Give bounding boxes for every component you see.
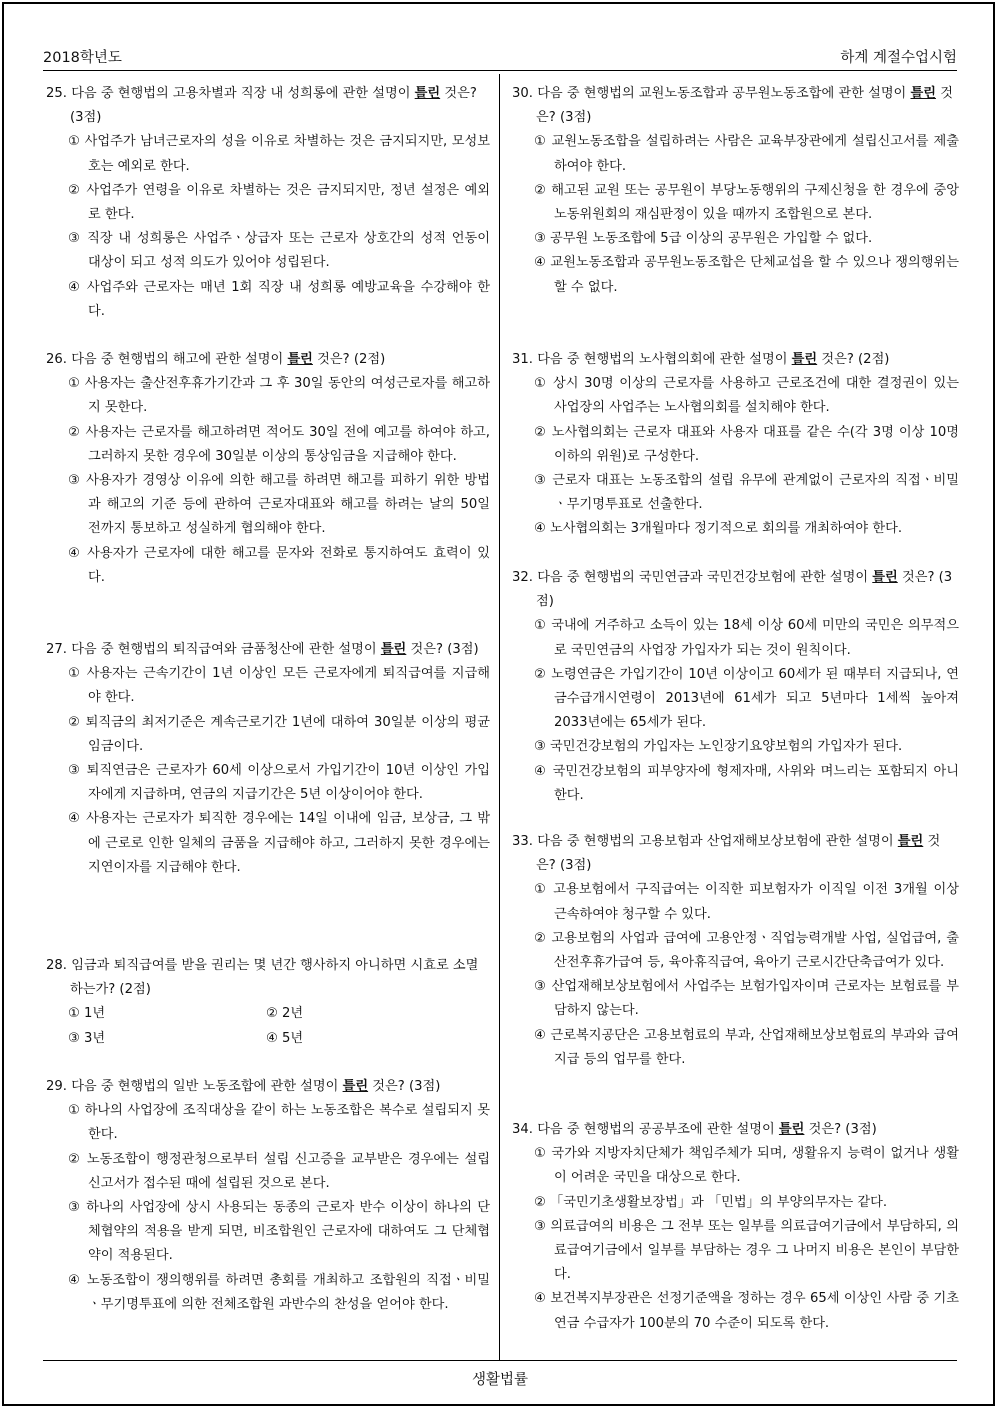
points: (3점) bbox=[447, 642, 479, 657]
question-stem: 26. 다음 중 현행법의 해고에 관한 설명이 틀린 것은? (2점) bbox=[46, 352, 386, 367]
footer-subject: 생활법률 bbox=[471, 1372, 529, 1388]
option-1: ① 1년 bbox=[68, 1006, 106, 1022]
question-stem: 28. 임금과 퇴직급여를 받을 권리는 몇 년간 행사하지 아니하면 시효로 소멸하는가? (2점) bbox=[46, 958, 479, 998]
option-2: ② 고용보험의 사업과 급여에 고용안정ㆍ직업능력개발 사업, 실업급여, 출산전후휴가급여 등, 육아휴직급여, 육아기 근로시간단축급여가 있다. bbox=[534, 930, 959, 971]
points: (3점) bbox=[559, 858, 592, 874]
option-4: ④ 사용자가 근로자에 대한 해고를 문자와 전화로 통지하여도 효력이 있다. bbox=[68, 545, 490, 585]
option-1: ① 사용자는 근속기간이 1년 이상인 모든 근로자에게 퇴직급여를 지급해야 한다. bbox=[68, 666, 490, 706]
question-32 bbox=[512, 566, 959, 808]
keyword-incorrect: 틀린 bbox=[287, 352, 313, 367]
points: (3점) bbox=[536, 570, 953, 610]
option-3: ③ 3년 bbox=[68, 1030, 106, 1046]
question-25 bbox=[46, 82, 490, 324]
option-4: ④ 5년 bbox=[266, 1030, 304, 1046]
option-1: ① 국내에 거주하고 소득이 있는 18세 이상 60세 미만의 국민은 의무적으로 국민연금의 사업장 가입자가 되는 것이 원칙이다. bbox=[534, 618, 959, 658]
option-3: ③ 직장 내 성희롱은 사업주ㆍ상급자 또는 근로자 상호간의 성적 언동이 대상이 되고 성적 의도가 있어야 성립된다. bbox=[68, 231, 490, 271]
option-1: ① 고용보험에서 구직급여는 이직한 피보험자가 이직일 이전 3개월 이상 근속하여야 청구할 수 있다. bbox=[534, 882, 959, 922]
page-header bbox=[43, 44, 957, 71]
option-1: ① 하나의 사업장에 조직대상을 같이 하는 노동조합은 복수로 설립되지 못한다. bbox=[68, 1103, 490, 1143]
option-1: ① 사업주가 남녀근로자의 성을 이유로 차별하는 것은 금지되지만, 모성보호는 예외로 한다. bbox=[68, 134, 490, 174]
option-3: ③ 의료급여의 비용은 그 전부 또는 일부를 의료급여기금에서 부담하되, 의료급여기금에서 일부를 부담하는 경우 그 나머지 비용은 본인이 부담한다. bbox=[534, 1218, 959, 1283]
question-stem: 30. 다음 중 현행법의 교원노동조합과 공무원노동조합에 관한 설명이 틀린 것은? (3점) bbox=[512, 86, 953, 126]
option-4: ④ 노사협의회는 3개월마다 정기적으로 회의를 개최하여야 한다. bbox=[534, 521, 903, 537]
question-30 bbox=[512, 82, 959, 300]
option-4: ④ 사업주와 근로자는 매년 1회 직장 내 성희롱 예방교육을 수강해야 한다. bbox=[68, 279, 490, 319]
option-4: ④ 노동조합이 쟁의행위를 하려면 총회를 개최하고 조합원의 직접ㆍ비밀ㆍ무기명투표에 의한 전체조합원 과반수의 찬성을 얻어야 한다. bbox=[68, 1272, 490, 1312]
option-3: ③ 공무원 노동조합에 5급 이상의 공무원은 가입할 수 없다. bbox=[534, 231, 873, 247]
keyword-incorrect: 틀린 bbox=[872, 570, 898, 585]
points: (3점) bbox=[559, 110, 592, 126]
question-stem: 25. 다음 중 현행법의 고용차별과 직장 내 성희롱에 관한 설명이 틀린 것은? (3점) bbox=[46, 86, 477, 126]
option-3: ③ 퇴직연금은 근로자가 60세 이상으로서 가입기간이 10년 이상인 가입자에게 지급하며, 연금의 지급기간은 5년 이상이어야 한다. bbox=[68, 763, 490, 803]
question-stem: 27. 다음 중 현행법의 퇴직급여와 금품청산에 관한 설명이 틀린 것은? (3점) bbox=[46, 642, 479, 657]
option-3: ③ 사용자가 경영상 이유에 의한 해고를 하려면 해고를 피하기 위한 방법과 해고의 기준 등에 관하여 근로자대표와 해고를 하려는 날의 50일 전까지 통보하고 성실하게 협의해야 한다. bbox=[68, 473, 490, 537]
footer-rule bbox=[43, 1360, 957, 1361]
option-1: ① 상시 30명 이상의 근로자를 사용하고 근로조건에 대한 결정권이 있는 사업장의 사업주는 노사협의회를 설치해야 한다. bbox=[534, 376, 959, 416]
question-29 bbox=[46, 1075, 490, 1317]
option-2: ② 「국민기초생활보장법」과 「민법」의 부양의무자는 같다. bbox=[534, 1194, 888, 1210]
question-stem: 31. 다음 중 현행법의 노사협의회에 관한 설명이 틀린 것은? (2점) bbox=[512, 352, 890, 367]
points: (2점) bbox=[858, 352, 890, 367]
question-33 bbox=[512, 830, 959, 1072]
question-stem: 33. 다음 중 현행법의 고용보험과 산업재해보상보험에 관한 설명이 틀린 것은? (3점) bbox=[512, 834, 941, 874]
option-2: ② 노동조합이 행정관청으로부터 설립 신고증을 교부받은 경우에는 설립신고서가 접수된 때에 설립된 것으로 본다. bbox=[68, 1151, 490, 1191]
exam-title: 하계 계절수업시험 bbox=[840, 50, 957, 66]
option-4: ④ 국민건강보험의 피부양자에 형제자매, 사위와 며느리는 포함되지 아니한다. bbox=[534, 763, 959, 803]
option-grid bbox=[46, 1002, 490, 1050]
option-1: ① 국가와 지방자치단체가 책임주체가 되며, 생활유지 능력이 없거나 생활이 어려운 국민을 대상으로 한다. bbox=[534, 1146, 959, 1186]
option-2: ② 사업주가 연령을 이유로 차별하는 것은 금지되지만, 정년 설정은 예외로 한다. bbox=[68, 182, 490, 223]
option-3: ③ 국민건강보험의 가입자는 노인장기요양보험의 가입자가 된다. bbox=[534, 739, 903, 755]
option-3: ③ 하나의 사업장에 상시 사용되는 동종의 근로자 반수 이상이 하나의 단체협약의 적용을 받게 되면, 비조합원인 근로자에 대하여도 그 단체협약이 적용된다. bbox=[68, 1200, 490, 1264]
exam-year: 2018학년도 bbox=[43, 50, 122, 66]
keyword-incorrect: 틀린 bbox=[342, 1079, 369, 1094]
option-3: ③ 산업재해보상보험에서 사업주는 보험가입자이며 근로자는 보험료를 부담하지 않는다. bbox=[534, 979, 959, 1019]
option-2: ② 퇴직금의 최저기준은 계속근로기간 1년에 대하여 30일분 이상의 평균임금이다. bbox=[68, 714, 490, 754]
question-31 bbox=[512, 348, 959, 542]
points: (2점) bbox=[119, 982, 151, 998]
option-2: ② 2년 bbox=[266, 1006, 304, 1022]
points: (3점) bbox=[70, 110, 102, 126]
option-1: ① 교원노동조합을 설립하려는 사람은 교육부장관에게 설립신고서를 제출하여야 한다. bbox=[534, 134, 959, 174]
option-2: ② 노사협의회는 근로자 대표와 사용자 대표를 같은 수(각 3명 이상 10명 이하의 위원)로 구성한다. bbox=[534, 424, 959, 464]
question-stem: 34. 다음 중 현행법의 공공부조에 관한 설명이 틀린 것은? (3점) bbox=[512, 1122, 877, 1137]
question-26 bbox=[46, 348, 490, 590]
points: (2점) bbox=[353, 352, 386, 367]
keyword-incorrect: 틀린 bbox=[897, 834, 924, 849]
question-27 bbox=[46, 638, 490, 880]
keyword-incorrect: 틀린 bbox=[414, 86, 441, 101]
question-stem: 32. 다음 중 현행법의 국민연금과 국민건강보험에 관한 설명이 틀린 것은? (3점) bbox=[512, 570, 953, 610]
points: (3점) bbox=[845, 1122, 877, 1137]
keyword-incorrect: 틀린 bbox=[910, 86, 936, 101]
points: (3점) bbox=[408, 1079, 441, 1094]
question-stem: 29. 다음 중 현행법의 일반 노동조합에 관한 설명이 틀린 것은? (3점) bbox=[46, 1079, 441, 1094]
keyword-incorrect: 틀린 bbox=[778, 1122, 805, 1137]
option-1: ① 사용자는 출산전후휴가기간과 그 후 30일 동안의 여성근로자를 해고하지 못한다. bbox=[68, 376, 490, 416]
keyword-incorrect: 틀린 bbox=[791, 352, 818, 367]
option-2: ② 해고된 교원 또는 공무원이 부당노동행위의 구제신청을 한 경우에 중앙노동위원회의 재심판정이 있을 때까지 조합원으로 본다. bbox=[534, 182, 959, 223]
option-2: ② 노령연금은 가입기간이 10년 이상이고 60세가 된 때부터 지급되나, 연금수급개시연령이 2013년에 61세가 되고 5년마다 1세씩 높아져 2033년에는 65세가 된다. bbox=[534, 666, 959, 731]
question-34 bbox=[512, 1118, 959, 1336]
option-3: ③ 근로자 대표는 노동조합의 설립 유무에 관계없이 근로자의 직접ㆍ비밀ㆍ무기명투표로 선출한다. bbox=[534, 473, 959, 513]
column-divider bbox=[499, 74, 500, 1360]
option-4: ④ 교원노동조합과 공무원노동조합은 단체교섭을 할 수 있으나 쟁의행위는 할 수 없다. bbox=[534, 255, 959, 295]
option-2: ② 사용자는 근로자를 해고하려면 적어도 30일 전에 예고를 하여야 하고, 그러하지 못한 경우에 30일분 이상의 통상임금을 지급해야 한다. bbox=[68, 424, 490, 464]
option-4: ④ 사용자는 근로자가 퇴직한 경우에는 14일 이내에 임금, 보상금, 그 밖에 근로로 인한 일체의 금품을 지급해야 하고, 그러하지 못한 경우에는 지연이자를 지급해야 한다. bbox=[68, 811, 490, 875]
keyword-incorrect: 틀린 bbox=[380, 642, 407, 657]
option-4: ④ 근로복지공단은 고용보험료의 부과, 산업재해보상보험료의 부과와 급여 지급 등의 업무를 한다. bbox=[534, 1027, 959, 1067]
option-4: ④ 보건복지부장관은 선정기준액을 정하는 경우 65세 이상인 사람 중 기초연금 수급자가 100분의 70 수준이 되도록 한다. bbox=[534, 1291, 959, 1331]
question-28 bbox=[46, 954, 490, 1051]
